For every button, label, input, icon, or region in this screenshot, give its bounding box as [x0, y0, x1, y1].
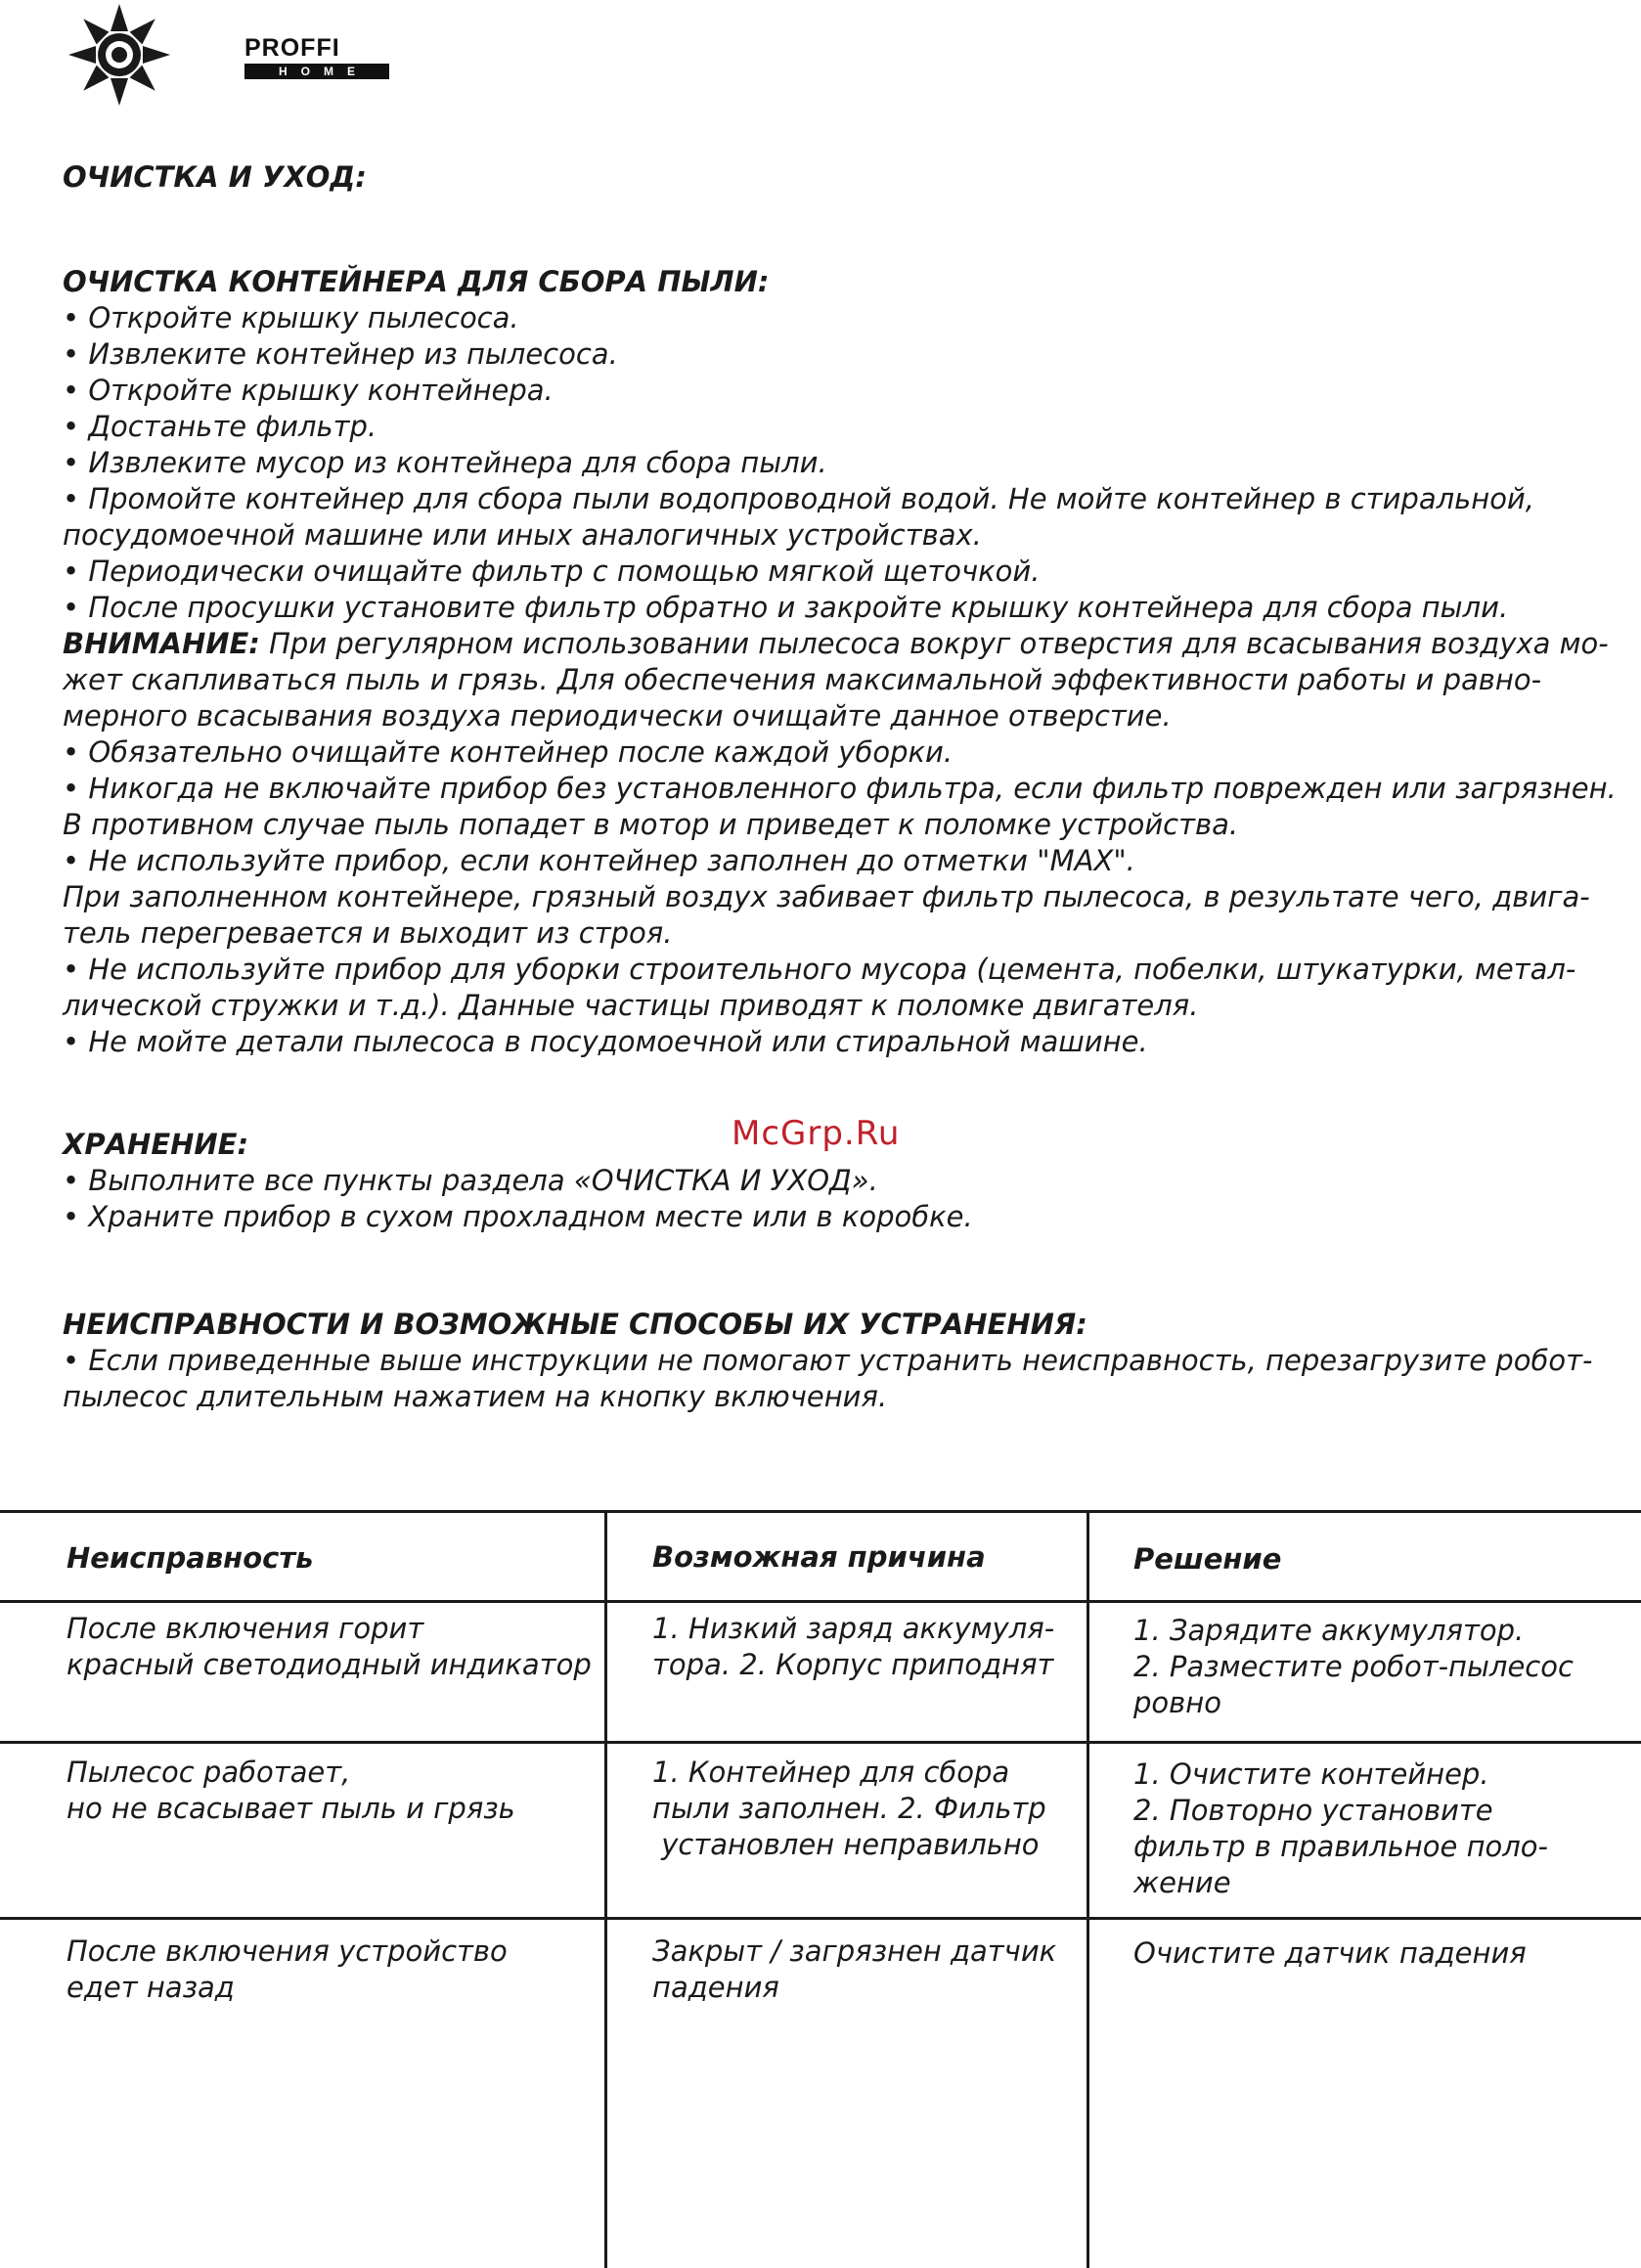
- table-header-solution: Решение: [1133, 1542, 1282, 1576]
- cell-line: 1. Контейнер для сбора: [652, 1756, 1010, 1789]
- table-cell-fault: [67, 1611, 592, 1683]
- cell-line: 1. Низкий заряд аккумуля-: [652, 1612, 1055, 1645]
- table-row-divider: [0, 1741, 1641, 1744]
- cell-line: фильтр в правильное поло-: [1133, 1830, 1549, 1863]
- warning-line: • Не используйте прибор для уборки строительного мусора (цемента, побелки, штукатурки, метал-: [63, 953, 1576, 986]
- warning-line: жет скапливаться пыль и грязь. Для обеспечения максимальной эффективности работы и равно-: [63, 663, 1542, 696]
- cell-line: 2. Разместите робот-пылесос: [1133, 1650, 1574, 1683]
- container-line: • Извлеките контейнер из пылесоса.: [63, 337, 618, 371]
- section-title-storage: ХРАНЕНИЕ:: [63, 1128, 249, 1161]
- container-line: • Промойте контейнер для сбора пыли водопроводной водой. Не мойте контейнер в стиральной,: [63, 482, 1534, 515]
- container-line: • Извлеките мусор из контейнера для сбора пыли.: [63, 446, 827, 479]
- warning-line: • Никогда не включайте прибор без установленного фильтра, если фильтр поврежден или загрязнен.: [63, 772, 1617, 805]
- table-cell-solution: [1133, 1935, 1527, 1972]
- cell-line: но не всасывает пыль и грязь: [67, 1792, 515, 1825]
- main-section: [63, 159, 1608, 196]
- trouble-section: [63, 1307, 1608, 1415]
- watermark: McGrp.Ru: [732, 1114, 901, 1153]
- container-line: • После просушки установите фильтр обратно и закройте крышку контейнера для сбора пыли.: [63, 591, 1509, 624]
- cell-line: красный светодиодный индикатор: [67, 1648, 592, 1681]
- table-cell-fault: [67, 1755, 515, 1827]
- table-header-fault: Неисправность: [67, 1541, 314, 1575]
- trouble-line: • Если приведенные выше инструкции не помогают устранить неисправность, перезагрузите робот-: [63, 1344, 1593, 1377]
- cell-line: 1. Зарядите аккумулятор.: [1133, 1614, 1525, 1647]
- warning-text: При регулярном использовании пылесоса вокруг отверстия для всасывания воздуха мо-: [259, 627, 1609, 660]
- container-line: • Периодически очищайте фильтр с помощью мягкой щеточкой.: [63, 555, 1041, 588]
- warning-label: ВНИМАНИЕ:: [63, 627, 260, 660]
- proffi-star-icon: [61, 0, 188, 112]
- brand-wordmark: [244, 35, 389, 79]
- cell-line: пыли заполнен. 2. Фильтр: [652, 1792, 1046, 1825]
- container-line: • Откройте крышку контейнера.: [63, 374, 554, 407]
- warning-line: мерного всасывания воздуха периодически очищайте данное отверстие.: [63, 699, 1172, 733]
- brand-logo: [61, 0, 369, 112]
- cell-line: После включения горит: [67, 1612, 424, 1645]
- table-column-divider: [1087, 1512, 1089, 2268]
- brand-sub: HOME: [244, 64, 389, 79]
- container-line: посудомоечной машине или иных аналогичных устройствах.: [63, 518, 982, 552]
- warning-line: [63, 626, 1608, 662]
- storage-line: • Выполните все пункты раздела «ОЧИСТКА И УХОД».: [63, 1164, 878, 1197]
- table-cell-cause: [652, 1934, 1056, 2006]
- cell-line: тора. 2. Корпус приподнят: [652, 1648, 1054, 1681]
- table-row-divider: [0, 1917, 1641, 1920]
- cell-line: 2. Повторно установите: [1133, 1794, 1493, 1827]
- table-cell-solution: [1133, 1613, 1574, 1721]
- warning-line: • Не мойте детали пылесоса в посудомоечной или стиральной машине.: [63, 1025, 1148, 1058]
- table-column-divider: [604, 1512, 607, 2268]
- warning-line: лической стружки и т.д.). Данные частицы приводят к поломке двигателя.: [63, 989, 1199, 1022]
- container-line: • Достаньте фильтр.: [63, 410, 377, 443]
- cell-line: 1. Очистите контейнер.: [1133, 1757, 1489, 1791]
- storage-line: • Храните прибор в сухом прохладном месте или в коробке.: [63, 1200, 973, 1233]
- cell-line: После включения устройство: [67, 1934, 508, 1968]
- table-header-divider: [0, 1600, 1641, 1603]
- table-header-cause: Возможная причина: [652, 1540, 986, 1574]
- table-cell-cause: [652, 1755, 1046, 1863]
- container-line: • Откройте крышку пылесоса.: [63, 301, 519, 334]
- table-cell-cause: [652, 1611, 1054, 1683]
- cell-line: Пылесос работает,: [67, 1756, 351, 1789]
- warning-line: тель перегревается и выходит из строя.: [63, 916, 673, 950]
- container-section: [63, 264, 1617, 1060]
- warning-line: • Обязательно очищайте контейнер после каждой уборки.: [63, 735, 954, 769]
- trouble-line: пылесос длительным нажатием на кнопку включения.: [63, 1380, 888, 1413]
- section-title-cleaning: ОЧИСТКА И УХОД:: [63, 160, 367, 194]
- warning-line: В противном случае пыль попадет в мотор и приведет к поломке устройства.: [63, 808, 1239, 841]
- cell-line: установлен неправильно: [652, 1828, 1040, 1861]
- cell-line: Закрыт / загрязнен датчик: [652, 1934, 1057, 1968]
- cell-line: едет назад: [67, 1971, 235, 2004]
- section-title-troubleshooting: НЕИСПРАВНОСТИ И ВОЗМОЖНЫЕ СПОСОБЫ ИХ УСТРАНЕНИЯ:: [63, 1308, 1087, 1341]
- warning-line: При заполненном контейнере, грязный воздух забивает фильтр пылесоса, в результате чего, двига-: [63, 880, 1590, 913]
- cell-line: жение: [1133, 1866, 1231, 1899]
- warning-line: • Не используйте прибор, если контейнер заполнен до отметки "MAX".: [63, 844, 1135, 877]
- table-border-top: [0, 1510, 1641, 1513]
- table-cell-solution: [1133, 1757, 1548, 1901]
- cell-line: падения: [652, 1971, 779, 2004]
- cell-line: Очистите датчик падения: [1133, 1936, 1527, 1970]
- cell-line: ровно: [1133, 1686, 1221, 1719]
- table-cell-fault: [67, 1934, 508, 2006]
- section-title-container: ОЧИСТКА КОНТЕЙНЕРА ДЛЯ СБОРА ПЫЛИ:: [63, 265, 770, 298]
- brand-name: PROFFI: [244, 34, 340, 62]
